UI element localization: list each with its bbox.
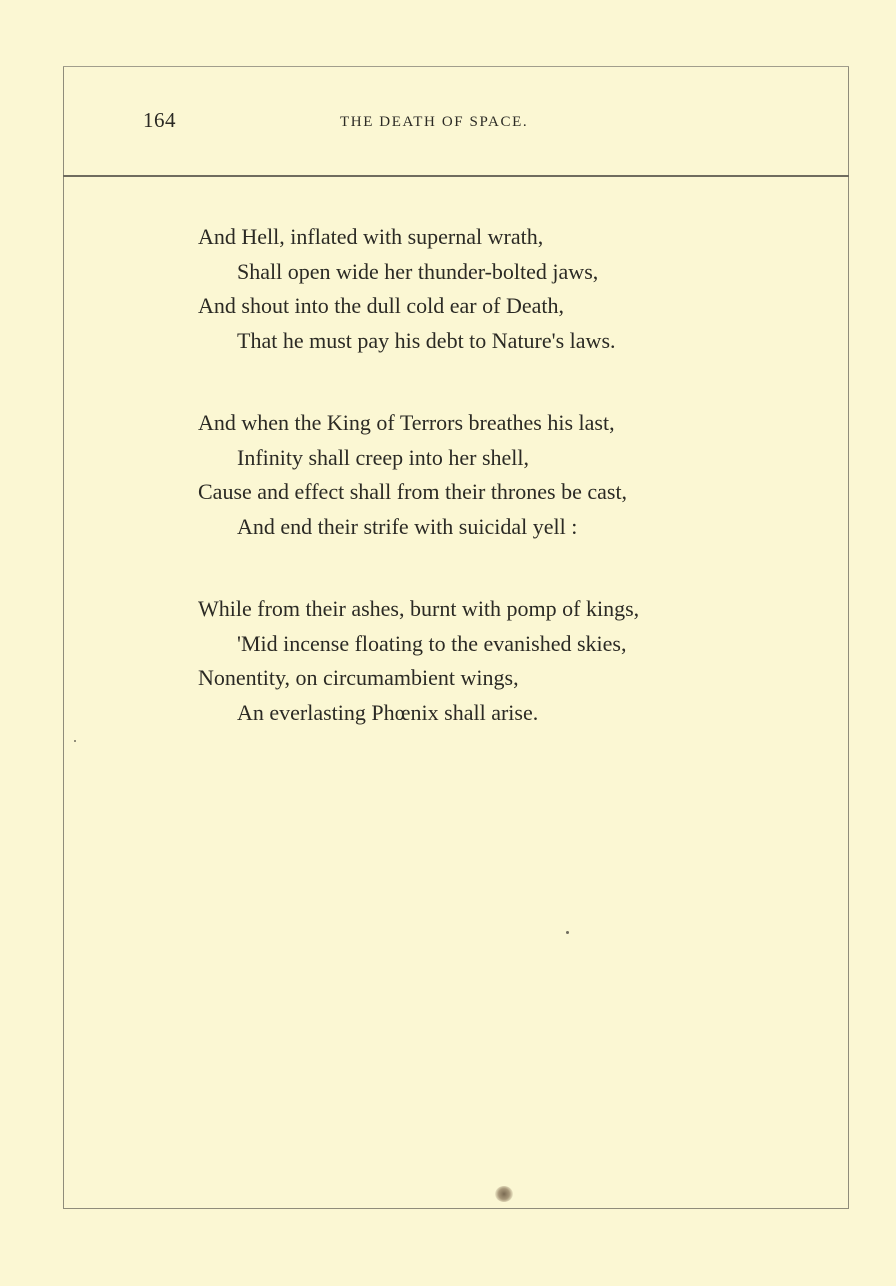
poem-line: And when the King of Terrors breathes his last, (198, 410, 615, 435)
poem-line: Infinity shall creep into her shell, (237, 444, 530, 470)
poem-line: While from their ashes, burnt with pomp of kings, (198, 596, 640, 621)
poem-line: An everlasting Phœnix shall arise. (237, 699, 539, 725)
header-rule (63, 175, 849, 177)
frame-top-rule (63, 66, 849, 67)
paper-speck (566, 931, 569, 934)
ink-stain (495, 1186, 513, 1202)
poem-line: And Hell, inflated with supernal wrath, (198, 224, 544, 249)
poem-line: Cause and effect shall from their thrones be cast, (198, 479, 628, 504)
poem-line: And shout into the dull cold ear of Death, (198, 293, 564, 318)
paper-speck (74, 740, 76, 742)
poem-line: That he must pay his debt to Nature's laws. (237, 327, 616, 353)
stanza-1 (198, 220, 798, 358)
poem-line: And end their strife with suicidal yell : (237, 513, 578, 539)
stanza-2 (198, 406, 798, 544)
poem-line: 'Mid incense floating to the evanished skies, (237, 630, 627, 656)
poem (198, 220, 798, 778)
poem-line: Shall open wide her thunder-bolted jaws, (237, 258, 599, 284)
frame-bottom-rule (63, 1208, 849, 1209)
poem-line: Nonentity, on circumambient wings, (198, 665, 519, 690)
page-number: 164 (143, 108, 176, 132)
running-title: THE DEATH OF SPACE. (340, 114, 529, 130)
stanza-3 (198, 592, 798, 730)
